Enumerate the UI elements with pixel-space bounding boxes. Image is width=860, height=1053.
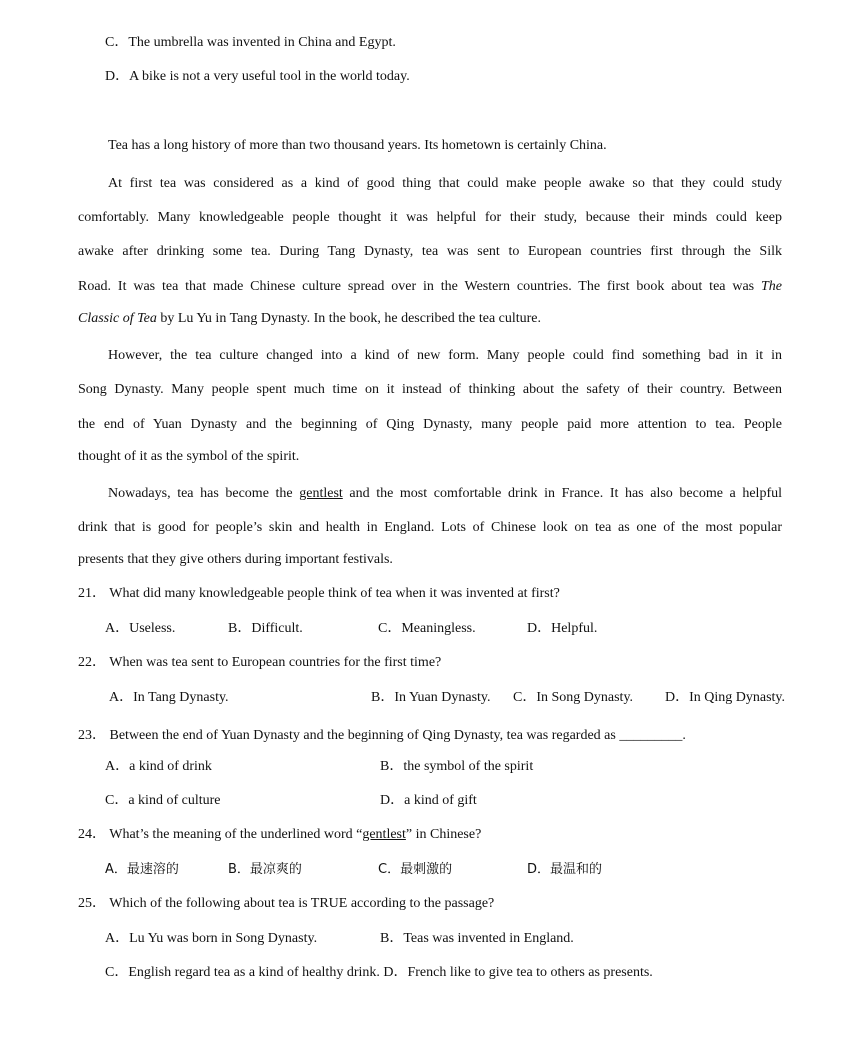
passage-p2-line-2: comfortably. Many knowledgeable people thought it was helpful for their study, because their minds could keep [78,210,782,225]
question-21 [78,585,560,603]
question-24 [78,826,481,844]
prev-option-c [105,34,396,52]
question-text: Between the end of Yuan Dynasty and the beginning of Qing Dynasty, tea was regarded as _________. [109,728,686,743]
book-title: Classic of Tea [78,311,157,326]
underlined-word: gentlest [299,486,343,501]
book-title: The [761,279,783,294]
question-number: 24． [78,827,106,842]
passage-paragraph-1: Tea has a long history of more than two thousand years. Its hometown is certainly China. [108,138,607,153]
q25-option-d: D．French like to give tea to others as presents. [383,965,653,980]
q21-option-a: A．Useless. [105,621,176,636]
q23-option-b: B．the symbol of the spirit [380,759,534,774]
q23-option-d: D．a kind of gift [380,793,477,808]
passage-p2-line-1: At first tea was considered as a kind of good thing that could make people awake so that they could study [108,176,782,191]
passage-text: Nowadays, tea has become the [108,486,293,501]
q24-option-a: A．最速溶的 [105,862,179,877]
option-text: A bike is not a very useful tool in the world today. [129,69,410,84]
q25-option-a: A．Lu Yu was born in Song Dynasty. [105,931,318,946]
underlined-word: gentlest [362,827,406,842]
option-text: C．English regard tea as a kind of healthy drink. [105,965,380,980]
question-number: 23． [78,728,106,743]
option-letter: D． [105,69,130,84]
passage-p3-line-2: Song Dynasty. Many people spent much time on it instead of thinking about the safety of their country. Between [78,382,782,397]
question-text: What did many knowledgeable people think of tea when it was invented at first? [109,586,560,601]
question-text: ” in Chinese? [405,827,482,842]
passage-p3-line-4: thought of it as the symbol of the spirit. [78,449,300,464]
q23-option-c: C．a kind of culture [105,793,221,808]
option-letter: C． [105,35,129,50]
passage-p2-line-3: awake after drinking some tea. During Tang Dynasty, tea was sent to European countries first through the Silk [78,244,782,259]
q22-option-d: D．In Qing Dynasty. [665,690,786,705]
question-22 [78,654,441,672]
q21-option-d: D．Helpful. [527,621,598,636]
question-text: When was tea sent to European countries for the first time? [109,655,442,670]
passage-text: by Lu Yu in Tang Dynasty. In the book, he described the tea culture. [160,311,542,326]
q22-option-a: A．In Tang Dynasty. [109,690,229,705]
q23-option-a: A．a kind of drink [105,759,212,774]
option-text: The umbrella was invented in China and Egypt. [128,35,396,50]
q24-option-c: C．最刺激的 [378,862,453,877]
prev-option-d [105,68,410,86]
q22-option-c: C．In Song Dynasty. [513,690,634,705]
passage-p3-line-1: However, the tea culture changed into a kind of new form. Many people could find something bad in it in [108,348,782,363]
q21-option-c: C．Meaningless. [378,621,476,636]
passage-p4-line-3: presents that they give others during important festivals. [78,552,393,567]
passage-p2-line-4 [78,278,782,296]
q24-option-d: D．最温和的 [527,862,603,877]
q21-option-b: B．Difficult. [228,621,303,636]
passage-p4-line-1 [78,485,782,503]
q25-option-b: B．Teas was invented in England. [380,931,574,946]
question-25 [78,895,494,913]
q25-option-c [105,964,653,982]
passage-text: and the most comfortable drink in France. It has also become a helpful [349,486,782,501]
passage-text: Road. It was tea that made Chinese culture spread over in the Western countries. The first book about tea was [78,279,755,294]
question-number: 25． [78,896,106,911]
passage-p2-line-5 [78,310,541,328]
q24-option-b: B．最凉爽的 [228,862,302,877]
question-text: Which of the following about tea is TRUE according to the passage? [109,896,495,911]
passage-p4-line-2: drink that is good for people’s skin and health in England. Lots of Chinese look on tea as one of the most popular [78,520,782,535]
question-number: 21． [78,586,106,601]
question-number: 22． [78,655,106,670]
question-text: What’s the meaning of the underlined word “ [109,827,363,842]
passage-p3-line-3: the end of Yuan Dynasty and the beginning of Qing Dynasty, many people paid more attention to tea. People [78,417,782,432]
question-23 [78,727,686,745]
q22-option-b: B．In Yuan Dynasty. [371,690,491,705]
